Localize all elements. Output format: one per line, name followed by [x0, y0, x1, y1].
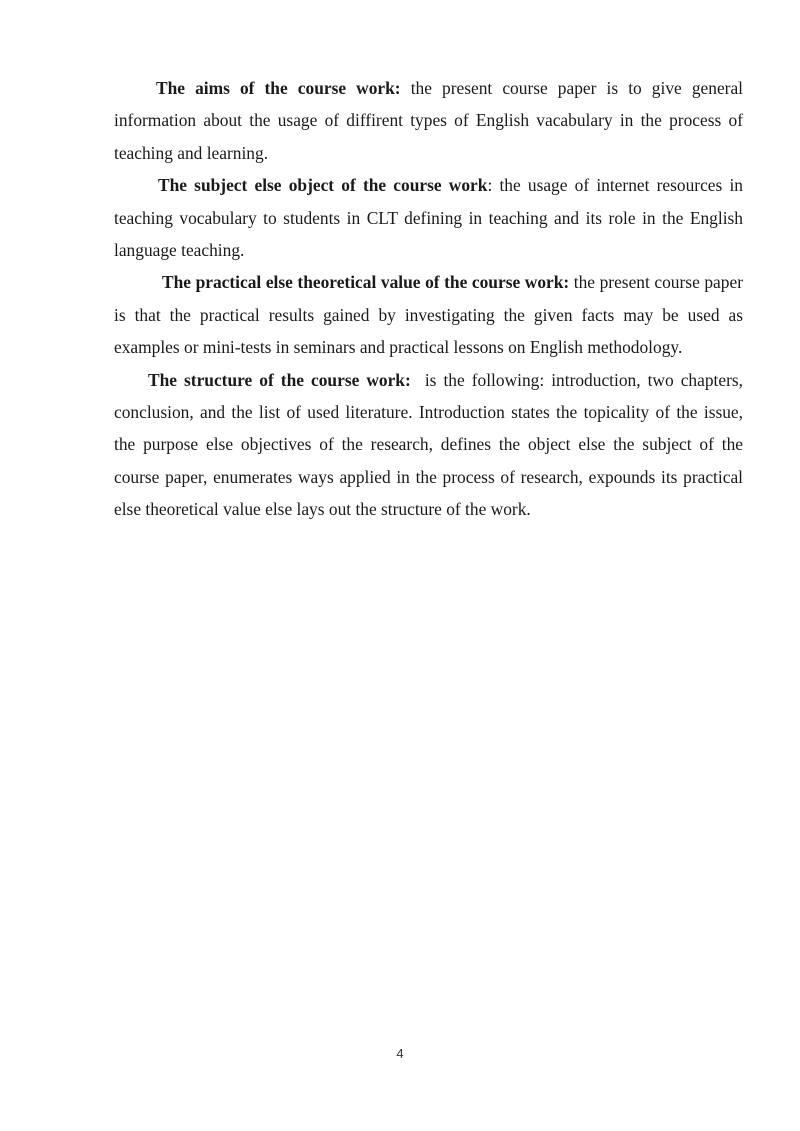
- document-body: [114, 72, 748, 526]
- paragraph-heading: The structure of the course work:: [148, 369, 411, 390]
- page-number: 4: [396, 1046, 404, 1061]
- paragraph-text: : the usage of internet resources in teaching vocabulary to students in CLT defining in teaching and its role in the English language teaching.: [114, 175, 743, 261]
- paragraph-heading: The subject else object of the course work: [158, 175, 488, 196]
- paragraph-practical-value: [114, 266, 748, 363]
- paragraph-text: the present course paper is to give general information about the usage of diffirent types of English vacabulary in the process of teaching and learning.: [114, 78, 744, 163]
- paragraph-structure: [114, 364, 748, 526]
- paragraph-subject-object: [114, 169, 743, 266]
- paragraph-aims: [114, 72, 743, 169]
- paragraph-heading: The aims of the course work:: [156, 78, 401, 98]
- paragraph-text: is the following: introduction, two chapters, conclusion, and the list of used literature. Introduction states the topicality of the issue, the purpose else objectives of the research, defines the object else the subject of the course paper, enumerates ways applied in the process of research, expounds its practical else theoretical value else lays out the structure of the work.: [114, 369, 748, 520]
- paragraph-heading: The practical else theoretical value of the course work:: [162, 272, 570, 293]
- paragraph-text: the present course paper is that the practical results gained by investigating the given facts may be used as examples or mini-tests in seminars and practical lessons on English methodology.: [114, 272, 748, 358]
